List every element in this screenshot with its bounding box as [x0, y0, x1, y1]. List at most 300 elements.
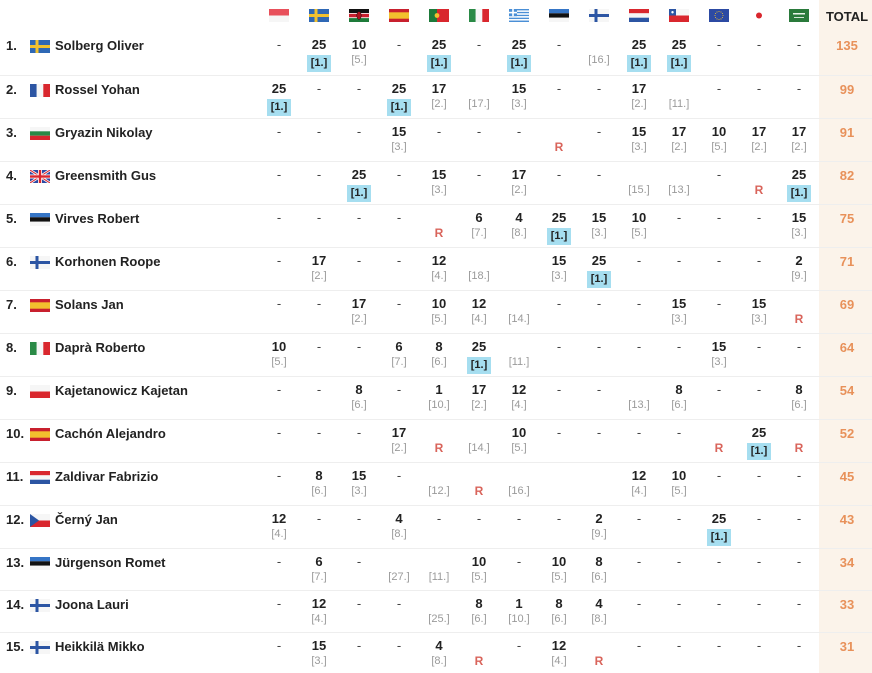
round-result-cell: [299, 462, 339, 505]
placement: [5.]: [511, 441, 527, 454]
placement: [4.]: [311, 612, 327, 625]
position: 7.: [6, 296, 17, 312]
points: 15: [711, 338, 727, 354]
driver-cell: [30, 505, 259, 548]
points: [459, 637, 499, 654]
points: [619, 381, 659, 398]
round-result-cell: [779, 505, 819, 548]
points: [739, 166, 779, 183]
round-result-cell: [379, 505, 419, 548]
points: -: [756, 381, 762, 397]
round-result-cell: [579, 590, 619, 632]
points: 8: [675, 381, 683, 397]
points: -: [636, 295, 642, 311]
round-result-cell: [419, 204, 459, 247]
points: -: [556, 37, 562, 52]
flag-greece-icon: [509, 9, 529, 22]
points: 10: [551, 553, 567, 569]
round-result-cell: [459, 505, 499, 548]
total-points: 33: [819, 590, 872, 632]
driver-cell: [30, 333, 259, 376]
round-result-cell: [419, 548, 459, 590]
round-result-cell: [459, 462, 499, 505]
flag-paraguay-icon: [30, 471, 50, 484]
placement: [3.]: [631, 140, 647, 153]
round-result-cell: [539, 290, 579, 333]
table-row: [0, 32, 872, 75]
round-result-cell: [379, 118, 419, 161]
points: 25: [351, 166, 367, 182]
round-result-cell: [619, 632, 659, 673]
points: 4: [595, 595, 603, 611]
round-result-cell: [659, 247, 699, 290]
points: -: [276, 381, 282, 397]
round-result-cell: [579, 505, 619, 548]
points: -: [796, 37, 802, 52]
round-result-cell: [259, 333, 299, 376]
points: -: [716, 80, 722, 96]
round-result-cell: [339, 333, 379, 376]
total-points: 71: [819, 247, 872, 290]
round-result-cell: [459, 204, 499, 247]
placement: [16.]: [508, 484, 530, 497]
placement: [5.]: [351, 54, 367, 66]
points: -: [276, 37, 282, 52]
driver-name: Heikkilä Mikko: [55, 638, 145, 654]
points: -: [276, 467, 282, 483]
round-result-cell: [579, 548, 619, 590]
win-badge: [1.]: [747, 443, 772, 460]
table-row: [0, 462, 872, 505]
round-result-cell: [259, 548, 299, 590]
round-result-cell: [699, 118, 739, 161]
points: 17: [511, 166, 527, 182]
placement: [11.]: [508, 355, 530, 368]
retired-marker: R: [794, 440, 804, 455]
round-result-cell: [619, 419, 659, 462]
flag-finland-icon: [30, 256, 50, 269]
points: -: [476, 37, 482, 52]
round-result-cell: [659, 462, 699, 505]
points: -: [396, 295, 402, 311]
points: 8: [795, 381, 803, 397]
points: -: [276, 295, 282, 311]
round-result-cell: [699, 548, 739, 590]
flag-estonia-icon: [30, 213, 50, 226]
points: -: [716, 252, 722, 268]
points: -: [516, 637, 522, 653]
win-badge: [1.]: [547, 228, 572, 245]
round-result-cell: [459, 548, 499, 590]
points: -: [636, 637, 642, 653]
header-round-2: [299, 0, 339, 32]
points: -: [356, 637, 362, 653]
round-result-cell: [579, 632, 619, 673]
points: -: [636, 510, 642, 526]
round-result-cell: [659, 290, 699, 333]
round-result-cell: [539, 247, 579, 290]
placement: [4.]: [431, 269, 447, 282]
points: -: [676, 595, 682, 611]
retired-marker: R: [794, 311, 804, 326]
placement: [6.]: [551, 612, 567, 625]
points: -: [316, 338, 322, 354]
round-result-cell: [659, 32, 699, 75]
driver-cell: [30, 247, 259, 290]
points: -: [276, 424, 282, 440]
header-round-4: [379, 0, 419, 32]
round-result-cell: [699, 75, 739, 118]
round-result-cell: [419, 32, 459, 75]
header-row: [0, 0, 872, 32]
placement: [4.]: [551, 654, 567, 667]
round-result-cell: [739, 290, 779, 333]
round-result-cell: [579, 333, 619, 376]
total-points: 135: [819, 32, 872, 75]
points: -: [756, 80, 762, 96]
flag-saudi-arabia-icon: [789, 9, 809, 22]
round-result-cell: [619, 333, 659, 376]
round-result-cell: [339, 75, 379, 118]
round-result-cell: [619, 247, 659, 290]
win-badge: [1.]: [787, 185, 812, 202]
points: 8: [355, 381, 363, 397]
position: 15.: [6, 638, 25, 654]
round-result-cell: [739, 462, 779, 505]
round-result-cell: [419, 333, 459, 376]
points: 25: [391, 80, 407, 96]
driver-cell: [30, 161, 259, 204]
points: -: [316, 80, 322, 96]
points: 12: [431, 252, 447, 268]
points: -: [556, 80, 562, 96]
round-result-cell: [379, 75, 419, 118]
flag-monaco-icon: [269, 9, 289, 22]
driver-name: Černý Jan: [55, 511, 118, 527]
round-result-cell: [699, 505, 739, 548]
placement: [3.]: [671, 312, 687, 325]
header-pos: [0, 0, 30, 32]
points: -: [676, 252, 682, 268]
driver-cell: [30, 548, 259, 590]
round-result-cell: [539, 590, 579, 632]
flag-kenya-icon: [349, 9, 369, 22]
round-result-cell: [299, 505, 339, 548]
round-result-cell: [379, 419, 419, 462]
round-result-cell: [579, 32, 619, 75]
position: 1.: [6, 38, 17, 53]
placement: [4.]: [631, 484, 647, 497]
points: 17: [751, 123, 767, 139]
placement: [6.]: [791, 398, 807, 411]
points: 17: [471, 381, 487, 397]
driver-name: Joona Lauri: [55, 596, 129, 612]
round-result-cell: [339, 590, 379, 632]
points: 10: [671, 467, 687, 483]
points: -: [316, 510, 322, 526]
points: -: [756, 510, 762, 526]
placement: [7.]: [311, 570, 327, 583]
placement: [9.]: [591, 527, 607, 540]
round-result-cell: [299, 590, 339, 632]
driver-name: Jürgenson Romet: [55, 554, 166, 570]
header-name: [30, 0, 259, 32]
points: -: [556, 510, 562, 526]
round-result-cell: [619, 75, 659, 118]
round-result-cell: [779, 290, 819, 333]
table-row: [0, 548, 872, 590]
points: -: [716, 467, 722, 483]
points: -: [316, 424, 322, 440]
placement: [16.]: [588, 54, 610, 66]
points: -: [756, 338, 762, 354]
round-result-cell: [299, 75, 339, 118]
win-badge: [1.]: [587, 271, 612, 288]
points: -: [716, 595, 722, 611]
table-row: [0, 590, 872, 632]
points: -: [436, 123, 442, 139]
points: -: [556, 338, 562, 354]
points: [419, 553, 459, 570]
round-result-cell: [659, 75, 699, 118]
round-result-cell: [739, 632, 779, 673]
round-result-cell: [539, 419, 579, 462]
placement: [13.]: [668, 183, 690, 196]
round-result-cell: [699, 333, 739, 376]
points: 25: [591, 252, 607, 268]
table-row: [0, 333, 872, 376]
points: 25: [511, 37, 527, 52]
placement: [2.]: [511, 183, 527, 196]
header-round-6: [459, 0, 499, 32]
points: -: [476, 510, 482, 526]
points: 17: [391, 424, 407, 440]
header-round-3: [339, 0, 379, 32]
round-result-cell: [379, 548, 419, 590]
table-row: [0, 419, 872, 462]
placement: [5.]: [431, 312, 447, 325]
points: -: [396, 595, 402, 611]
points: [379, 553, 419, 570]
round-result-cell: [739, 419, 779, 462]
points: 17: [671, 123, 687, 139]
round-result-cell: [459, 75, 499, 118]
points: 25: [471, 338, 487, 354]
round-result-cell: [659, 376, 699, 419]
points: 6: [395, 338, 403, 354]
round-result-cell: [539, 632, 579, 673]
points: -: [516, 510, 522, 526]
round-result-cell: [499, 333, 539, 376]
round-result-cell: [539, 75, 579, 118]
round-result-cell: [539, 548, 579, 590]
points: -: [476, 123, 482, 139]
round-result-cell: [259, 376, 299, 419]
placement: [5.]: [271, 355, 287, 368]
points: 2: [795, 252, 803, 268]
header-round-9: [579, 0, 619, 32]
round-result-cell: [699, 376, 739, 419]
round-result-cell: [339, 290, 379, 333]
round-result-cell: [539, 161, 579, 204]
driver-cell: [30, 75, 259, 118]
placement: [6.]: [471, 612, 487, 625]
round-result-cell: [339, 548, 379, 590]
driver-cell: [30, 632, 259, 673]
points: [459, 424, 499, 441]
round-result-cell: [459, 376, 499, 419]
points: [579, 467, 619, 484]
points: -: [756, 209, 762, 225]
total-points: 64: [819, 333, 872, 376]
points: [539, 123, 579, 140]
round-result-cell: [739, 75, 779, 118]
round-result-cell: [339, 632, 379, 673]
points: -: [796, 637, 802, 653]
points: [779, 424, 819, 441]
placement: [9.]: [791, 269, 807, 282]
round-result-cell: [699, 161, 739, 204]
win-badge: [1.]: [427, 55, 452, 72]
points: -: [796, 80, 802, 96]
round-result-cell: [499, 632, 539, 673]
table-row: [0, 247, 872, 290]
header-total: TOTAL: [819, 0, 872, 32]
round-result-cell: [459, 161, 499, 204]
points: [419, 595, 459, 612]
flag-sweden-icon: [309, 9, 329, 22]
round-result-cell: [299, 419, 339, 462]
round-result-cell: [459, 590, 499, 632]
driver-name: Rossel Yohan: [55, 81, 140, 97]
round-result-cell: [619, 590, 659, 632]
round-result-cell: [699, 632, 739, 673]
round-result-cell: [699, 462, 739, 505]
points: -: [556, 424, 562, 440]
points: -: [276, 123, 282, 139]
placement: [3.]: [391, 140, 407, 153]
flag-paraguay-icon: [629, 9, 649, 22]
points: -: [636, 553, 642, 569]
points: 4: [515, 209, 523, 225]
points: 10: [271, 338, 287, 354]
placement: [10.]: [428, 398, 450, 411]
driver-name: Virves Robert: [55, 210, 140, 226]
driver-name: Daprà Roberto: [55, 339, 146, 355]
round-result-cell: [379, 632, 419, 673]
total-points: 99: [819, 75, 872, 118]
round-result-cell: [299, 290, 339, 333]
round-result-cell: [459, 419, 499, 462]
driver-name: Korhonen Roope: [55, 253, 161, 269]
table-row: [0, 376, 872, 419]
round-result-cell: [259, 118, 299, 161]
points: 17: [791, 123, 807, 139]
header-round-8: [539, 0, 579, 32]
flag-uk-icon: [30, 170, 50, 183]
points: 25: [431, 37, 447, 52]
points: 15: [791, 209, 807, 225]
points: -: [716, 637, 722, 653]
round-result-cell: [379, 290, 419, 333]
round-result-cell: [779, 632, 819, 673]
retired-marker: R: [554, 139, 564, 154]
placement: [8.]: [391, 527, 407, 540]
placement: [4.]: [471, 312, 487, 325]
placement: [25.]: [428, 612, 450, 625]
points: 25: [671, 37, 687, 52]
points: -: [676, 424, 682, 440]
points: -: [756, 467, 762, 483]
round-result-cell: [739, 204, 779, 247]
round-result-cell: [779, 32, 819, 75]
points: 6: [475, 209, 483, 225]
total-points: 31: [819, 632, 872, 673]
points: 10: [351, 37, 367, 52]
driver-cell: [30, 290, 259, 333]
driver-name: Greensmith Gus: [55, 167, 157, 183]
points: [539, 467, 579, 484]
placement: [3.]: [751, 312, 767, 325]
round-result-cell: [739, 118, 779, 161]
points: [499, 338, 539, 355]
placement: [15.]: [628, 183, 650, 196]
points: -: [756, 252, 762, 268]
round-result-cell: [419, 462, 459, 505]
round-result-cell: [379, 32, 419, 75]
total-points: 45: [819, 462, 872, 505]
round-result-cell: [579, 75, 619, 118]
points: -: [316, 166, 322, 182]
round-result-cell: [779, 118, 819, 161]
placement: [11.]: [668, 97, 690, 110]
round-result-cell: [499, 290, 539, 333]
table-row: [0, 118, 872, 161]
position: 8.: [6, 339, 17, 355]
points: -: [676, 510, 682, 526]
position: 3.: [6, 124, 17, 140]
retired-marker: R: [754, 182, 764, 197]
round-result-cell: [259, 290, 299, 333]
points: 25: [791, 166, 807, 182]
win-badge: [1.]: [507, 55, 532, 72]
round-result-cell: [699, 419, 739, 462]
round-result-cell: [459, 118, 499, 161]
points: -: [596, 166, 602, 182]
round-result-cell: [779, 333, 819, 376]
placement: [2.]: [751, 140, 767, 153]
points: 12: [631, 467, 647, 483]
points: 1: [435, 381, 443, 397]
points: [459, 80, 499, 97]
points: 15: [511, 80, 527, 96]
driver-name: Zaldivar Fabrizio: [55, 468, 159, 484]
round-result-cell: [379, 204, 419, 247]
points: -: [356, 424, 362, 440]
points: -: [396, 637, 402, 653]
points: -: [476, 166, 482, 182]
points: -: [596, 338, 602, 354]
round-result-cell: [579, 290, 619, 333]
flag-finland-icon: [30, 641, 50, 654]
round-result-cell: [499, 118, 539, 161]
points: -: [556, 166, 562, 182]
total-points: 54: [819, 376, 872, 419]
points: 1: [515, 595, 523, 611]
points: [619, 166, 659, 183]
round-result-cell: [459, 333, 499, 376]
points: 15: [431, 166, 447, 182]
